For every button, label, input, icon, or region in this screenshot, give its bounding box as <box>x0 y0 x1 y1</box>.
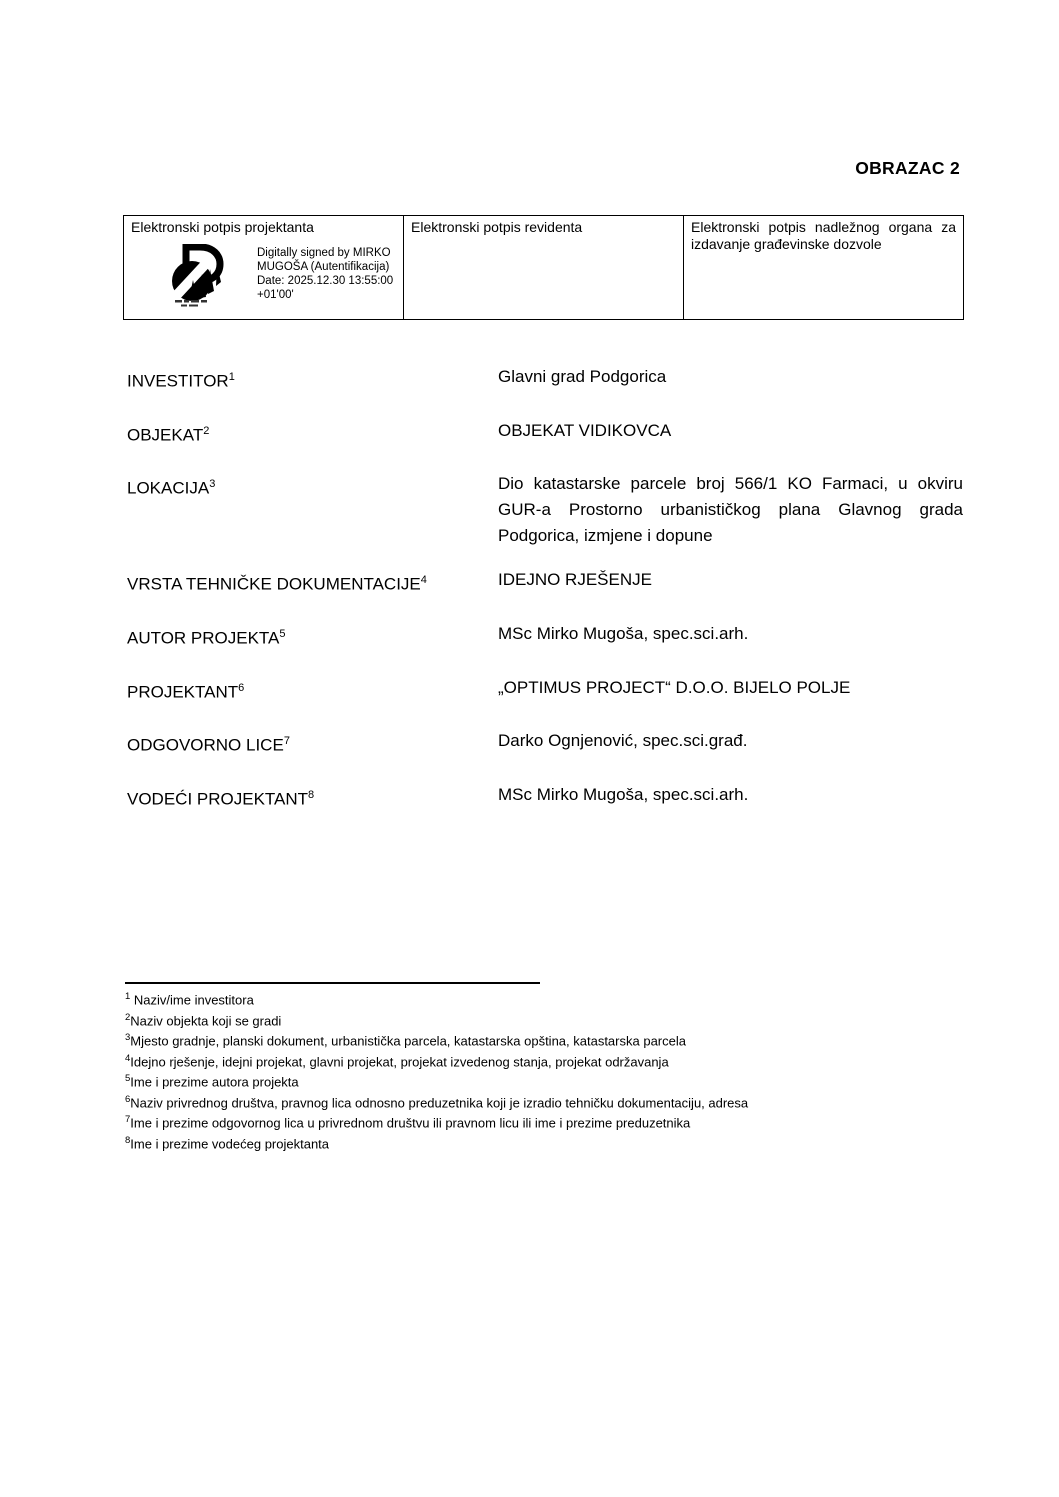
signature-line: MUGOŠA (Autentifikacija) <box>257 261 390 273</box>
field-row-vodeci-projektant <box>127 784 963 811</box>
footnote-text: Idejno rješenje, idejni projekat, glavni projekat, projekat izvedenog stanja, projekat održavanja <box>130 1053 669 1069</box>
logo-caption-illegible <box>175 300 207 307</box>
footnote-text: Ime i prezime vodećeg projektanta <box>130 1136 330 1152</box>
field-row-odgovorno-lice <box>127 730 963 757</box>
footnote-text: Mjesto gradnje, planski dokument, urbanistička parcela, katastarska opština, katastarska parcela <box>130 1033 686 1049</box>
field-label <box>127 569 498 596</box>
field-label <box>127 366 498 393</box>
signature-line: Digitally signed by MIRKO <box>257 247 391 259</box>
field-label <box>127 623 498 650</box>
footnote-7 <box>125 1111 965 1132</box>
footnote-3 <box>125 1029 965 1050</box>
field-row-lokacija <box>127 473 963 549</box>
field-label <box>127 677 498 704</box>
field-row-investitor <box>127 366 963 393</box>
label-text: AUTOR PROJEKTA <box>127 628 280 648</box>
cell-header-nadleznog-organa: Elektronski potpis nadležnog organa za izdavanje građevinske dozvole <box>691 219 956 252</box>
footnote-number: 3 <box>125 1032 131 1044</box>
footnote-number: 8 <box>125 1134 131 1146</box>
field-value: OBJEKAT VIDIKOVCA <box>498 420 672 440</box>
cell-header-projektanta: Elektronski potpis projektanta <box>131 219 314 235</box>
footnote-ref: 4 <box>420 574 427 587</box>
cell-header-revidenta: Elektronski potpis revidenta <box>411 219 583 235</box>
digital-signature-text <box>257 244 393 302</box>
footnote-text: Ime i prezime autora projekta <box>130 1074 299 1090</box>
field-value: MSc Mirko Mugoša, spec.sci.arh. <box>498 784 749 804</box>
footnote-text: Naziv/ime investitora <box>130 992 254 1008</box>
footnote-1 <box>125 988 965 1009</box>
footnote-2 <box>125 1009 965 1030</box>
footnote-5 <box>125 1070 965 1091</box>
field-list <box>127 366 963 838</box>
cell-potpis-revidenta <box>404 216 684 320</box>
label-text: ODGOVORNO LICE <box>127 735 284 755</box>
field-label <box>127 730 498 757</box>
field-row-autor-projekta <box>127 623 963 650</box>
form-code-heading: OBRAZAC 2 <box>855 158 960 178</box>
field-label <box>127 473 498 500</box>
label-text: VRSTA TEHNIČKE DOKUMENTACIJE <box>127 574 421 594</box>
footnote-ref: 2 <box>203 424 210 437</box>
footnote-ref: 7 <box>283 735 290 748</box>
footnote-6 <box>125 1091 965 1112</box>
signature-line: Date: 2025.12.30 13:55:00 <box>257 275 394 287</box>
footnote-number: 6 <box>125 1093 131 1105</box>
signature-line: +01'00' <box>257 289 294 301</box>
footnote-text: Ime i prezime odgovornog lica u privrednom društvu ili pravnom licu ili ime i prezime preduzetnika <box>130 1115 691 1131</box>
label-text: OBJEKAT <box>127 425 204 445</box>
signature-table-row <box>124 216 964 320</box>
footnote-text: Naziv objekta koji se gradi <box>130 1012 282 1028</box>
digital-signature-block <box>131 244 396 308</box>
field-row-projektant <box>127 677 963 704</box>
label-text: LOKACIJA <box>127 478 210 498</box>
field-value: „OPTIMUS PROJECT“ D.O.O. BIJELO POLJE <box>498 677 851 697</box>
field-value: Darko Ognjenović, spec.sci.građ. <box>498 731 748 751</box>
footnote-ref: 3 <box>209 478 216 491</box>
footnote-number: 7 <box>125 1114 131 1126</box>
label-text: VODEĆI PROJEKTANT <box>127 789 309 809</box>
field-label <box>127 420 498 447</box>
field-value: Glavni grad Podgorica <box>498 367 667 386</box>
footnote-ref: 8 <box>308 788 315 801</box>
signature-stamp-logo <box>169 244 233 308</box>
footnote-number: 4 <box>125 1052 131 1064</box>
footnote-number: 1 <box>125 991 131 1002</box>
field-row-vrsta-tehnicke-dokumentacije <box>127 569 963 596</box>
footnote-number: 5 <box>125 1073 131 1085</box>
cell-potpis-projektanta <box>124 216 404 320</box>
field-value: MSc Mirko Mugoša, spec.sci.arh. <box>498 623 749 643</box>
footnote-ref: 5 <box>279 627 286 640</box>
field-row-objekat <box>127 420 963 447</box>
cell-potpis-nadleznog-organa <box>684 216 964 320</box>
label-text: PROJEKTANT <box>127 682 239 702</box>
footnote-ref: 6 <box>238 681 245 694</box>
footnote-ref: 1 <box>228 371 235 383</box>
label-text: INVESTITOR <box>127 371 229 391</box>
field-value: Dio katastarske parcele broj 566/1 KO Farmaci, u okviru GUR-a Prostorno urbanističkog plana Glavnog grada Podgorica, izmjene i dopune <box>498 474 963 546</box>
footnote-separator <box>125 982 540 984</box>
footnote-8 <box>125 1132 965 1153</box>
footnote-text: Naziv privrednog društva, pravnog lica odnosno preduzetnika koji je izradio tehničku dokumentaciju, adresa <box>130 1094 749 1110</box>
footnote-number: 2 <box>125 1011 131 1023</box>
signature-table <box>123 215 964 320</box>
field-label <box>127 784 498 811</box>
footnote-4 <box>125 1050 965 1071</box>
footnotes-section <box>125 982 965 1152</box>
field-value: IDEJNO RJEŠENJE <box>498 570 652 590</box>
